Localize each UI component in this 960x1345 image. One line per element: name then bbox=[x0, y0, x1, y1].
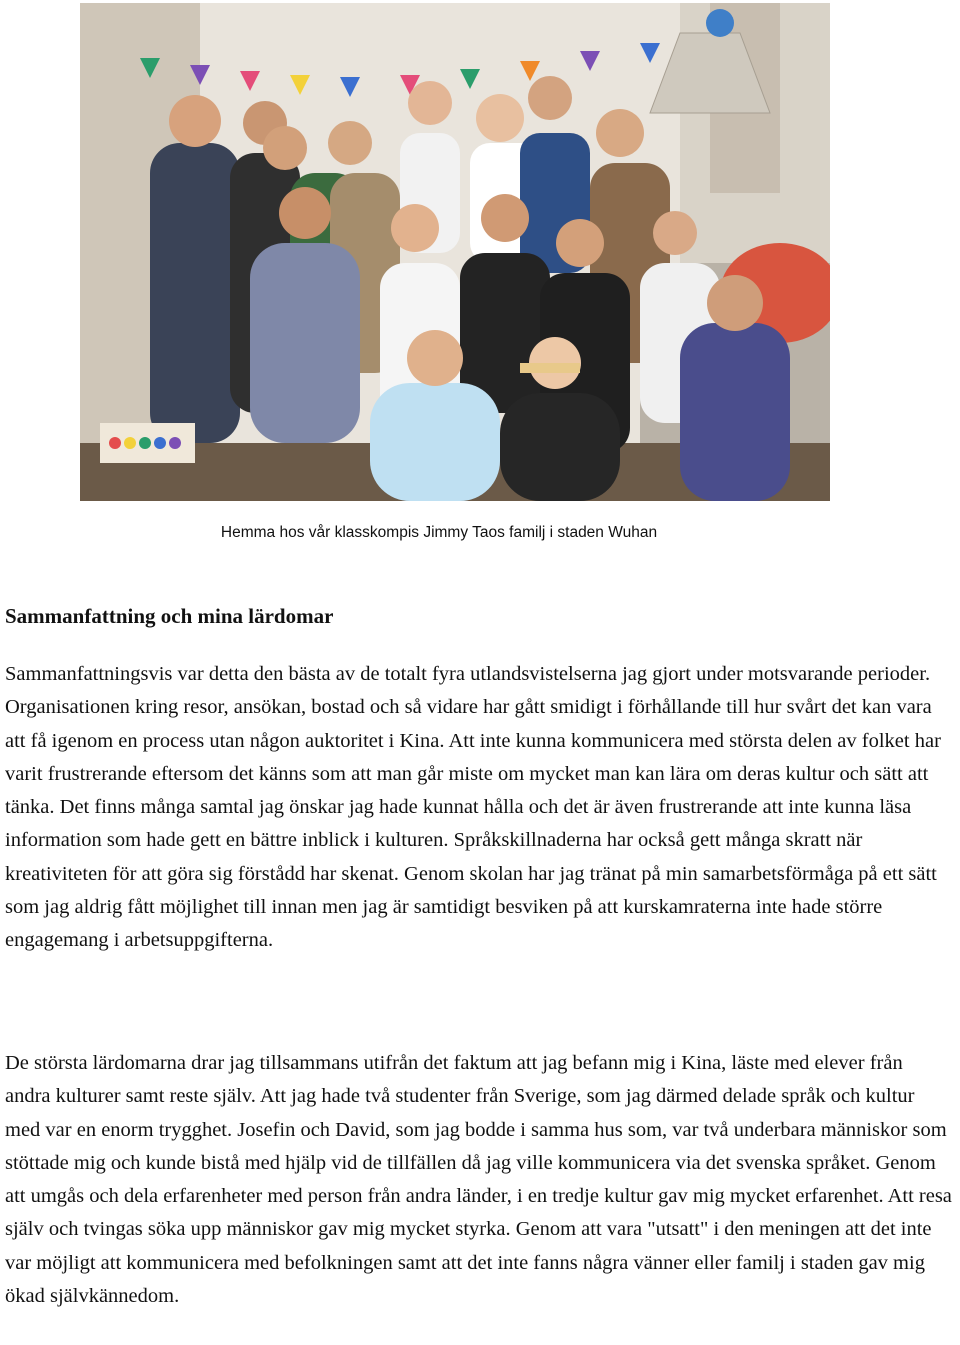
paragraph-lessons: De största lärdomarna drar jag tillsammans utifrån det faktum att jag befann mig i Kina, läste med elever från andra kulturer samt reste själv. Att jag hade två studenter från Sverige, som jag därmed delade språk och kultur med var en enorm trygghet. Josefin och David, som jag bodde i samma hus som, var två underbara människor som stöttade mig och kunde bistå med hjälp vid de tillfällen då jag ville kommunicera via det svenska språket. Genom att umgås och dela erfarenheter med person från andra länder, i en tredje kultur gav mig mycket erfarenhet. Att resa själv och tvingas söka upp människor gav mig mycket styrka. Genom att vara "utsatt" i den meningen att det inte var möjligt att kommunicera med befolkningen samt att det inte fanns några vänner eller familj i staden gav mig ökad självkännedom. bbox=[5, 1052, 952, 1308]
paragraph-summary: Sammanfattningsvis var detta den bästa av de totalt fyra utlandsvistelserna jag gjort under motsvarande perioder. Organisationen kring resor, ansökan, bostad och så vidare har gått smidigt i förhållande till hur svårt det kan vara att få igenom en process utan någon auktoritet i Kina. Att inte kunna kommunicera med största delen av folket har varit frustrerande eftersom det känns som att man går miste om mycket man kan lära om deras kultur och sätt att tänka. Det finns många samtal jag önskar jag hade kunnat hålla och det är även frustrerande att inte kunna läsa information som hade gett en bättre inblick i kulturen. Språkskillnaderna har också gett många skratt när kreativiteten för att göra sig förstådd har skenat. Genom skolan har jag tränat på min samarbetsförmåga på ett sätt som jag aldrig fått möjlighet till innan men jag är samtidigt besviken på att kurskamraterna inte hade större engagemang i arbetsuppgifterna. bbox=[5, 663, 941, 952]
group-photo bbox=[80, 3, 830, 501]
group-photo-illustration bbox=[80, 3, 830, 501]
section-heading: Sammanfattning och mina lärdomar bbox=[5, 604, 334, 628]
photo-caption: Hemma hos vår klasskompis Jimmy Taos familj i staden Wuhan bbox=[220, 524, 658, 541]
